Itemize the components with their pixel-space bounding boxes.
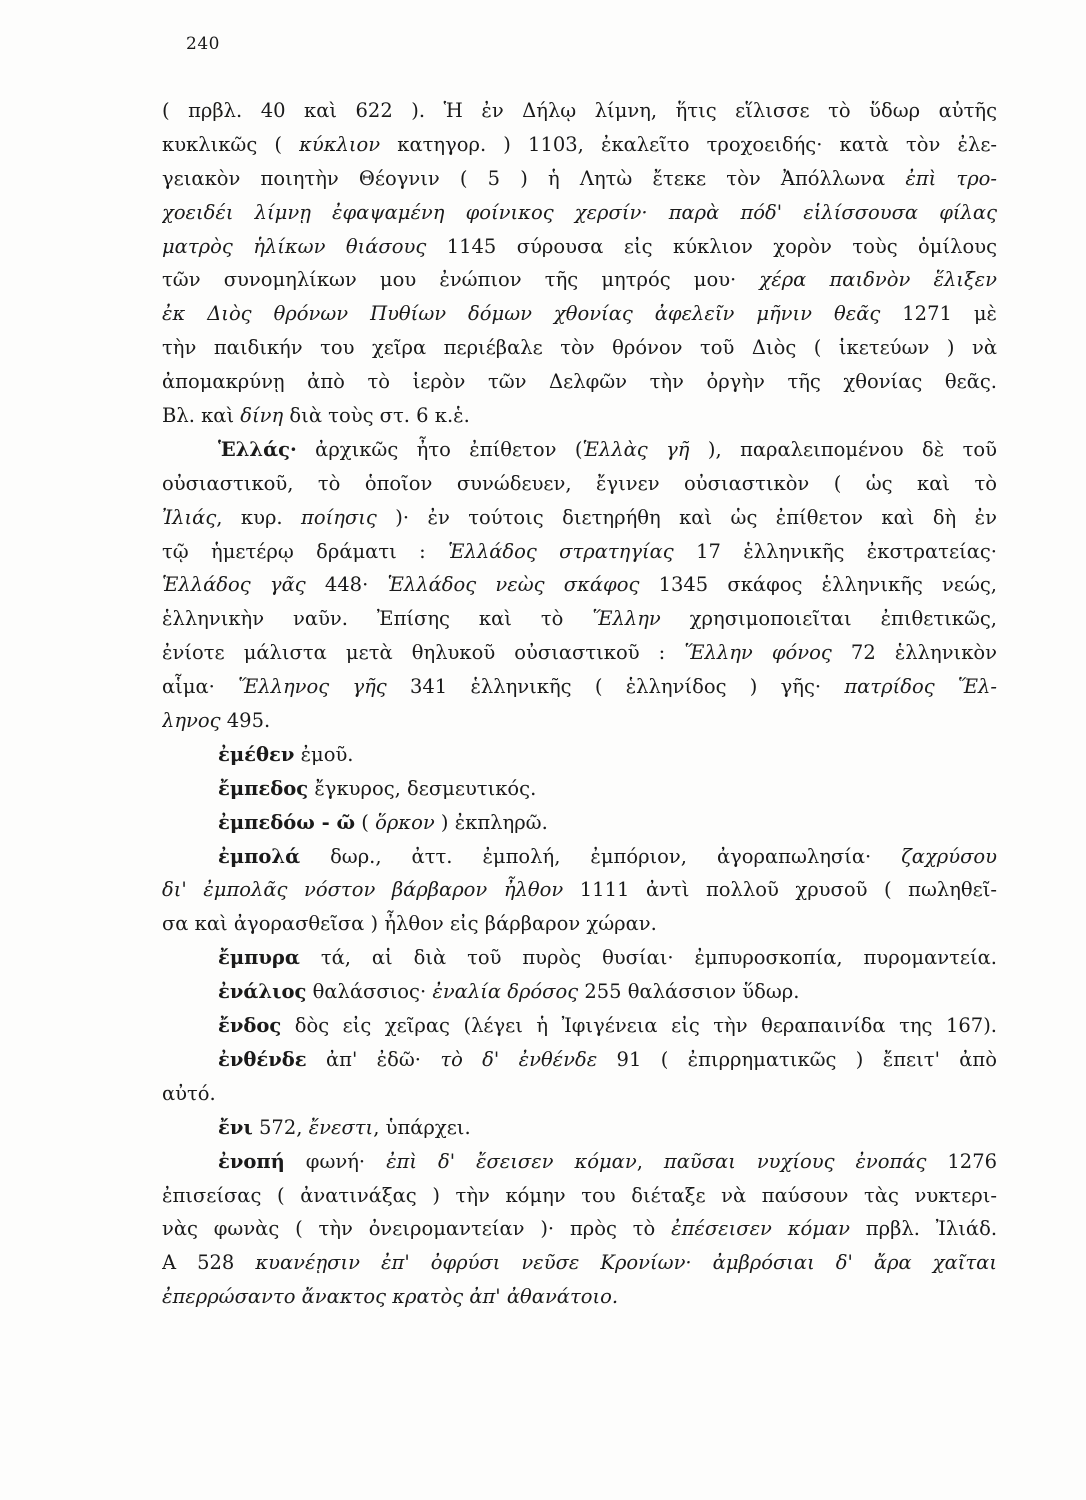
text-run: διὰ τοὺς στ. 6 κ.ἑ. — [283, 404, 470, 428]
italic-quote: ποίησις — [301, 505, 377, 529]
text-run: 1145 σύρουσα εἰς κύκλιον χορὸν τοὺς ὁμίλους — [426, 234, 997, 258]
text-run: ἀπομακρύνῃ ἀπὸ τὸ ἱερὸν τῶν Δελφῶν τὴν ὀργὴν τῆς χθονίας θεᾶς. — [162, 370, 997, 394]
text-run: ἔγκυρος, δεσμευτικός. — [308, 776, 537, 800]
text-run: νὰς φωνὰς ( τὴν ὀνειρομαντείαν )· πρὸς τὸ — [162, 1217, 672, 1241]
text-line — [162, 840, 997, 874]
text-line — [162, 941, 997, 975]
italic-quote: ἔνεστι — [308, 1115, 374, 1139]
text-run: σα καὶ ἀγορασθεῖσα ) ἦλθον εἰς βάρβαρον χώραν. — [162, 912, 657, 936]
text-run: )· ἐν τούτοις διετηρήθη καὶ ὡς ἐπίθετον καὶ δὴ ἐν — [376, 505, 997, 529]
italic-quote: Ἕλλην φόνος — [684, 641, 832, 665]
italic-quote: δίνη — [240, 404, 284, 428]
text-run: πρβλ. Ἰλιάδ. — [849, 1217, 997, 1241]
lexicon-text — [162, 94, 997, 1314]
text-run: ἑλληνικὴν ναῦν. Ἐπίσης καὶ τὸ — [162, 607, 593, 631]
text-line — [162, 806, 997, 840]
text-line — [162, 1111, 997, 1145]
text-run: αὐτό. — [162, 1081, 216, 1105]
text-run: αἷμα· — [162, 675, 239, 699]
italic-quote: κυανέῃσιν ἐπ' ὀφρύσι νεῦσε Κρονίων· ἀμβρόσιαι δ' ἄρα χαῖται — [255, 1251, 997, 1275]
italic-quote: ἐπὶ δ' ἔσεισεν κόμαν — [386, 1149, 637, 1173]
text-line — [162, 602, 997, 636]
text-run: τῷ ἡμετέρῳ δράματι : — [162, 539, 449, 563]
text-line — [162, 230, 997, 264]
italic-quote: ὅρκον — [375, 810, 435, 834]
italic-quote: ἐπερρώσαντο ἄνακτος κρατὸς ἀπ' ἀθανάτοιο. — [162, 1285, 619, 1309]
text-run: τῶν συνομηλίκων μου ἐνώπιον τῆς μητρός μου· — [162, 268, 760, 292]
text-run: 341 ἑλληνικῆς ( ἑλληνίδος ) γῆς· — [386, 675, 845, 699]
text-run: τὴν παιδικήν του χεῖρα περιέβαλε τὸν θρόνον τοῦ Διὸς ( ἱκετεύων ) νὰ — [162, 336, 997, 360]
italic-quote: ματρὸς ἡλίκων θιάσους — [162, 234, 427, 258]
text-run: ἀπ' ἐδῶ· — [306, 1047, 441, 1071]
text-run: τά, αἱ διὰ τοῦ πυρὸς θυσίαι· ἐμπυροσκοπία, πυρομαντεία. — [299, 946, 997, 970]
italic-quote: Ἑλλὰς γῆ — [582, 437, 690, 461]
text-line — [162, 1212, 997, 1246]
text-line — [162, 873, 997, 907]
italic-quote: Ἰλιάς — [162, 505, 217, 529]
page-number: 240 — [186, 34, 220, 54]
text-run: κυκλικῶς ( — [162, 132, 300, 156]
italic-quote: Ἑλλάδος νεὼς σκάφος — [387, 573, 640, 597]
text-line — [162, 1179, 997, 1213]
text-run: 91 ( ἐπιρρηματικῶς ) ἔπειτ' ἀπὸ — [597, 1047, 997, 1071]
text-run: δωρ., ἀττ. ἐμπολή, ἐμπόριον, ἀγοραπωλησία· — [300, 844, 902, 868]
text-run: γειακὸν ποιητὴν Θέογνιν ( 5 ) ἡ Λητὼ ἔτεκε τὸν Ἀπόλλωνα — [162, 166, 906, 190]
headword: ἔμπυρα — [218, 946, 300, 970]
italic-quote: ζαχρύσου — [901, 844, 997, 868]
text-line — [162, 772, 997, 806]
text-line — [162, 94, 997, 128]
italic-quote: Ἑλλάδος γᾶς — [162, 573, 306, 597]
italic-quote: χοειδέι λίμνῃ ἐφαψαμένη φοίνικος χερσίν· παρὰ πόδ' εἱλίσσουσα φίλας — [162, 200, 997, 224]
italic-quote: Ἑλλάδος στρατηγίας — [448, 539, 674, 563]
text-run: οὐσιαστικοῦ, τὸ ὁποῖον συνώδευεν, ἔγινεν οὐσιαστικὸν ( ὡς καὶ τὸ — [162, 471, 997, 495]
text-run: 572, — [252, 1115, 309, 1139]
text-run: 495. — [220, 709, 271, 733]
text-run: 255 θαλάσσιον ὕδωρ. — [578, 980, 800, 1004]
text-run: , κυρ. — [216, 505, 302, 529]
headword: ἐμέθεν — [218, 742, 295, 766]
italic-quote: πατρίδος Ἕλ- — [844, 675, 997, 699]
text-line — [162, 467, 997, 501]
text-run: , — [636, 1149, 664, 1173]
text-run: Α 528 — [162, 1251, 256, 1275]
text-run: 1111 ἀντὶ πολλοῦ χρυσοῦ ( πωληθεῖ- — [563, 878, 997, 902]
text-line — [162, 568, 997, 602]
text-line — [162, 1009, 997, 1043]
headword: Ἑλλάς· — [218, 437, 297, 461]
text-line — [162, 1077, 997, 1111]
italic-quote: Ἕλληνος γῆς — [238, 675, 387, 699]
text-run: ἐνίοτε μάλιστα μετὰ θηλυκοῦ οὐσιαστικοῦ : — [162, 641, 685, 665]
text-line — [162, 263, 997, 297]
headword: ἐμπολά — [218, 844, 301, 868]
text-run: 448· — [305, 573, 388, 597]
italic-quote: ἐναλία δρόσος — [432, 980, 579, 1004]
text-run: 1345 σκάφος ἑλληνικῆς νεώς, — [639, 573, 997, 597]
italic-quote: τὸ δ' ἐνθένδε — [440, 1047, 598, 1071]
text-line — [162, 162, 997, 196]
text-run: , ὑπάρχει. — [373, 1115, 471, 1139]
text-line — [162, 636, 997, 670]
text-line — [162, 365, 997, 399]
text-run: χρησιμοποιεῖται ἐπιθετικῶς, — [660, 607, 997, 631]
text-run: 1271 μὲ — [880, 302, 997, 326]
text-line — [162, 907, 997, 941]
text-run: ), παραλειπομένου δὲ τοῦ — [689, 437, 997, 461]
text-line — [162, 331, 997, 365]
text-run: δὸς εἰς χεῖρας (λέγει ἡ Ἰφιγένεια εἰς τὴν θεραπαινίδα της 167). — [281, 1014, 997, 1038]
text-line — [162, 196, 997, 230]
text-line — [162, 670, 997, 704]
text-run: κατηγορ. ) 1103, ἐκαλεῖτο τροχοειδής· κατὰ τὸν ἐλε- — [380, 132, 997, 156]
text-line — [162, 1246, 997, 1280]
italic-quote: ἐπέσεισεν κόμαν — [671, 1217, 850, 1241]
text-line — [162, 433, 997, 467]
text-line — [162, 399, 997, 433]
text-run: ἀρχικῶς ἦτο ἐπίθετον ( — [296, 437, 583, 461]
text-run: ἐμοῦ. — [294, 742, 354, 766]
italic-quote: κύκλιον — [299, 132, 381, 156]
text-line — [162, 128, 997, 162]
text-run: ( — [355, 810, 376, 834]
headword: ἔνι — [218, 1115, 253, 1139]
text-run: 17 ἑλληνικῆς ἐκστρατείας· — [673, 539, 997, 563]
text-run: ἐπισείσας ( ἀνατινάξας ) τὴν κόμην του διέταξε νὰ παύσουν τὰς νυκτερι- — [162, 1183, 997, 1207]
text-run: ( πρβλ. 40 καὶ 622 ). Ἡ ἐν Δήλῳ λίμνη, ἥτις εἵλισσε τὸ ὕδωρ αὐτῆς — [162, 99, 997, 122]
italic-quote: δι' ἐμπολᾶς νόστον βάρβαρον ἦλθον — [162, 878, 564, 902]
headword: ἐνοπή — [218, 1149, 285, 1173]
italic-quote: χέρα παιδνὸν ἕλιξεν — [759, 268, 997, 292]
text-run: 1276 — [926, 1149, 997, 1173]
text-line — [162, 297, 997, 331]
headword: ἐνάλιος — [218, 980, 307, 1004]
text-line — [162, 1043, 997, 1077]
text-line — [162, 738, 997, 772]
headword: ἔμπεδος — [218, 776, 309, 800]
text-run: ) ἐκπληρῶ. — [434, 810, 548, 834]
text-line — [162, 535, 997, 569]
text-run: φωνή· — [284, 1149, 387, 1173]
text-run: 72 ἑλληνικὸν — [831, 641, 997, 665]
text-line — [162, 1145, 997, 1179]
headword: ἔνδος — [218, 1014, 282, 1038]
italic-quote: ληνος — [162, 709, 221, 733]
headword: ἐμπεδόω - ῶ — [218, 810, 356, 834]
headword: ἐνθένδε — [218, 1047, 307, 1071]
text-run: θαλάσσιος· — [306, 980, 433, 1004]
italic-quote: Ἕλλην — [592, 607, 661, 631]
italic-quote: ἐπὶ τρο- — [905, 166, 997, 190]
text-run: Βλ. καὶ — [162, 404, 241, 428]
text-line — [162, 975, 997, 1009]
italic-quote: παῦσαι νυχίους ἐνοπάς — [663, 1149, 927, 1173]
text-line — [162, 501, 997, 535]
italic-quote: ἐκ Διὸς θρόνων Πυθίων δόμων χθονίας ἀφελεῖν μῆνιν θεᾶς — [162, 302, 881, 326]
text-line — [162, 1280, 997, 1314]
text-line — [162, 704, 997, 738]
